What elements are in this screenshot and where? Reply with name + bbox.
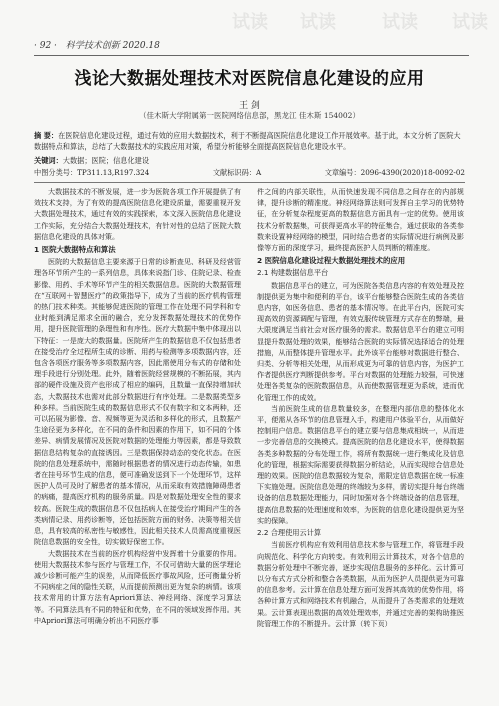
body-paragraph: 数据信息平台的建立，可为医院各类信息内容的有效处理及控制提供更为集中和便利的平台，该平台能够整合医院生成的各类信息内容，如医务信息、患者的基本情况等。在此平台内，医院可实现高效的资源调配与管理，有效克服传统管理方式存在的弊端，最大限度满足当前社会对医疗服务的需求。数据信息平台的建立可明显提升数据处理的效果，能够结合医院的实际情况选择适合的处理措施，从而整体提升管理水平。此外该平台能够对数据进行整合、归类、分析等相关处理，从而形成更为可靠的信息内容，为医护工作者提供医疗判断提供参考。平台对数据的处理能力较强，可快速处理各类复杂的医院数据信息，从而使数据管理更为系统，进而优化管理工作的成效。 — [257, 280, 464, 402]
journal-name: 科学技术创新 2020.18 — [65, 41, 160, 51]
section-heading-1: 1 医院大数据特点和算法 — [34, 245, 116, 255]
clc-code: 中图分类号：TP311.13,R197.324 — [34, 168, 150, 177]
author-affiliation: （佳木斯大学附属第一医院网络信息部，黑龙江 佳木斯 154002） — [139, 111, 360, 120]
abstract — [34, 130, 465, 152]
abstract-text: 在医院信息化建设过程，通过有效的应用大数据技术，利于不断提高医院信息化建设工作开展效率。基于此，本文分析了医院大数据特点和算法，总结了大数据技术的实践应用对策，希望分析能够全面提高医院信息化建设水平。 — [34, 131, 461, 151]
watermark-4: 试读 — [452, 12, 488, 33]
watermark-2: 试读 — [300, 12, 336, 33]
page-number: · 92 · — [34, 41, 57, 51]
body-paragraph: 当前医疗机构应有效利用信息技术参与管理工作，将管理手段向规范化、科学化方向转变。有效利用云计算技术，对各个信息的数据分析处理中不断完善，逐步实现信息服务的多样化。云计算可以分布式方式分析和整合各类数据，从而为医护人员提供更为可靠的信息参考。云计算在信息处理方面可发挥其高效的优势作用，将各种计算方式和网络技术有机融合，从而提升了各类需求的处理效果。云计算表现出数据的高效处理效率，并通过完善的架构助推医院管理工作的不断提升。云计算（转下页） — [257, 540, 464, 628]
left-column — [34, 186, 241, 626]
keywords-text: 大数据；医院；信息化建设 — [62, 156, 150, 165]
section-heading-2: 2 医院信息化建设过程大数据处理技术的应用 — [257, 256, 406, 266]
watermark-1: 试读 — [232, 12, 268, 33]
body-paragraph: 件之间的内部关联性，从而快速发现不同信息之间存在的内部规律，提升诊断的精准度。神经网络算法则可发挥自主学习的优势特征，在分析复杂程度更高的数据信息方面具有一定的优势。使用该技术分析数据集，可获得更高水平的特征集合，通过获取的各类参数来设置神经网络的模型，同时结合患者的实际情况进行病例及影像等方面的深度学习，最终提高医护人员判断的精准度。 — [257, 187, 464, 253]
article-title: 浅论大数据处理技术对医院信息化建设的应用 — [74, 69, 425, 89]
subsection-heading-2-1: 2.1 构建数据信息平台 — [257, 268, 329, 278]
right-column — [257, 186, 464, 629]
keywords-label: 关键词： — [34, 156, 63, 165]
body-paragraph: 医院的大数据信息主要来源于日常的诊断查见、科研及经营管理各环节所产生的一系列信息，具体来说指门诊、住院记录、检查影像、用药、手术等环节产生的相关数据信息。医院的大数据管理在“互联网＋智慧医疗”的政策指导下，成为了当前的医疗机构管理的热门技术种类。其能够促进医院的管理工作在处理不同学科和专业时能到满足需求全面的融合，充分发挥数据处理技术的优势作用，提升医院管理的条理性和有序性。医疗大数据中集中体现出以下特征：一是庞大的数据量。医院所产生的数据信息不仅包括患者在接受治疗全过程所生成的诊断、用药与检测等多项数据内容，还包含各项医疗服务等多项数据内容，因此需使用分布式的存储和处理手段进行分别处理。此外，随着医院经营规模的不断拓展，其内部的硬件设施及资产也形成了相应的编码，且数量一直保持增加状态，大数据技术也需对此部分数据进行有序处理。二是数据类型多种多样。当前医院生成的数据信息形式不仅有数字和文本两种，还可以拓展为影像、音、视频等更为灵活和多样化的形式，且数据产生途径更为多样化，在不同的条件和因素的作用下，如不同的个体差异、病情发展情况及医院对数据的处理能力等因素，都是导致数据信息结构复杂的直接诱因。三是数据保持动态的变化状态。在医院的信息处理系统中，需随时根据患者的情况进行动态传输，如患者在挂号环节生成的信息，便可准确发送到下一个处理环节，这样医护人员可及时了解患者的基本情况，从而采取有效措施障碍患者的病痛，提高医疗机构的服务质量。四是对数据处理安全性的要求较高。医院生成的数据信息不仅包括病人在接受治疗期间产生的各类病情记录、用药诊断等，还包括医院方面的财务、决策等相关信息，具有较高的私密性与敏感性，因此相关技术人员需高度重视医院信息数据的安全性，切实做好保密工作。 — [34, 257, 241, 547]
watermark-3: 试读 — [382, 12, 418, 33]
doc-code: 文献标识码：A — [212, 168, 262, 177]
abstract-label: 摘 要： — [34, 131, 59, 140]
keywords — [34, 156, 465, 166]
author-name: 王 剑 — [239, 101, 260, 111]
body-paragraph: 大数据技术在当前的医疗机构经营中发挥着十分重要的作用。使用大数据技术参与医疗与管理工作，不仅可借助大量的医学理论减少诊断可能产生的误差，从而降低医疗事故风险，还可衡量分析不同病症之间的隐性关联，从而提前预测出更为复杂的病情。该项技术常用的计算方法有Apriori算法、神经网络、深度学习算法等。不同算法具有不同的特征和优势，在不同的领域发挥作用。其中Apriori算法可明确分析出不同医疗事 — [34, 548, 241, 625]
page-header — [34, 38, 469, 56]
intro-paragraph: 大数据技术的不断发展，进一步为医院各项工作开展提供了有效技术支持，为了有效的提高医院信息化建设质量，需要重视开发大数据处理技术，通过有效的实践探索，本文深入医院信息化建设工作实际，充分结合大数据处理技术，有针对性的总结了医院大数据信息化建设的具体对策。 — [34, 187, 241, 241]
article-code: 文章编号：2096-4390(2020)18-0092-02 — [324, 168, 465, 177]
classification-codes — [34, 168, 465, 183]
subsection-heading-2-2: 2.2 合理使用云计算 — [257, 528, 322, 538]
body-paragraph: 当前医院生成的信息数量较多，在整理内部信息的整体化水平，便需从各环节的信息管理入手，构建用户体验平台，从而做好控制用户信息。数据信息平台的建立要与信息集成相统一，从而进一步完善信息的交换模式。提高医院的信息化建设水平，使得数据各类多种数据的分布处理工作，将所有数据统一进行集成化及信息化的管理，根据实际需要获得数据分析结论，从而实现综合信息处理的效果。医院的信息数据较为复杂，需限定信息数据在统一标准下实施处理。医院信息处理的终端较为多样，需切实提升每台终端设备的信息数据处理能力，同时加强对各个终端设备的信息管理，提高信息数据的处理速度和效率，为医院的信息化建设提供更为坚实的保障。 — [257, 403, 464, 525]
